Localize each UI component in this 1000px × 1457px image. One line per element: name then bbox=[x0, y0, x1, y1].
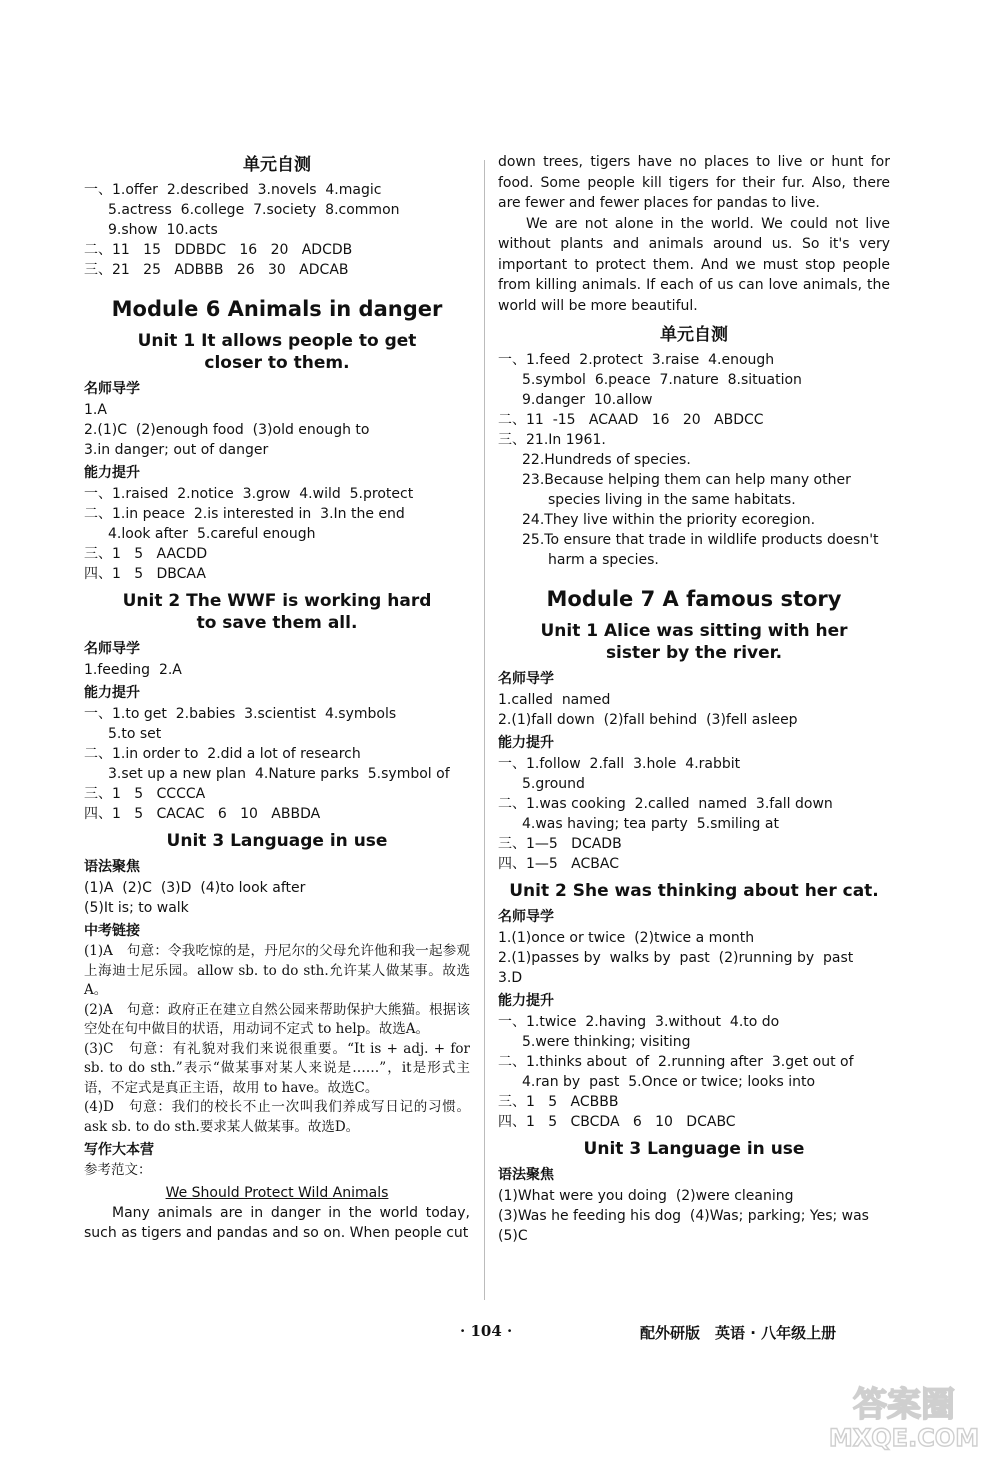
section-label: 名师导学 bbox=[498, 909, 554, 925]
module-7-title: Module 7 A famous story bbox=[546, 587, 842, 611]
answer-line: 9.show 10.acts bbox=[108, 222, 218, 238]
answer-line: 四、1 5 DBCAA bbox=[84, 566, 206, 582]
answer-line: 9.danger 10.allow bbox=[522, 392, 653, 408]
answer-line: 二、11 15 DDBDC 16 20 ADCDB bbox=[84, 242, 353, 258]
answer-line: 三、21 25 ADBBB 26 30 ADCAB bbox=[84, 262, 349, 278]
answer-line: 二、1.in order to 2.did a lot of research bbox=[84, 746, 361, 762]
unit-self-test-title: 单元自测 bbox=[660, 325, 728, 345]
section-label: 名师导学 bbox=[84, 381, 140, 397]
essay-paragraph: down trees, tigers have no places to live or hunt for food. Some people kill tigers for their fur. Also, there are fewer and fewer places for pandas to live. bbox=[498, 154, 890, 211]
section-label: 能力提升 bbox=[498, 993, 554, 1009]
answer-line: 三、1 5 AACDD bbox=[84, 546, 208, 562]
answer-line: 5.actress 6.college 7.society 8.common bbox=[108, 202, 400, 218]
answer-line: 三、1 5 ACBBB bbox=[498, 1094, 619, 1110]
answer-line: 3.in danger; out of danger bbox=[84, 442, 269, 458]
unit-3-title: Unit 3 Language in use bbox=[166, 831, 388, 851]
unit-3-title: Unit 3 Language in use bbox=[583, 1139, 805, 1159]
column-divider bbox=[484, 160, 485, 1300]
watermark-logo bbox=[818, 1380, 990, 1452]
watermark-logo-graphic bbox=[818, 1380, 990, 1452]
answer-line: 5.to set bbox=[108, 726, 162, 742]
unit-2-title: Unit 2 The WWF is working hard to save them all. bbox=[122, 591, 432, 633]
answer-line: (1)What were you doing (2)were cleaning bbox=[498, 1188, 794, 1204]
explanation-paragraph: (4)D 句意：我们的校长不止一次叫我们养成写日记的习惯。ask sb. to do sth.要求某人做某事。故选D。 bbox=[84, 1099, 470, 1135]
answer-line: 22.Hundreds of species. bbox=[522, 452, 691, 468]
answer-line: 三、21.In 1961. bbox=[498, 432, 606, 448]
answer-line: 4.was having; tea party 5.smiling at bbox=[522, 816, 779, 832]
answer-line: 25.To ensure that trade in wildlife products doesn't harm a species. bbox=[522, 532, 879, 568]
section-label: 写作大本营 bbox=[84, 1142, 154, 1158]
answer-line: (3)Was he feeding his dog (4)Was; parking; Yes; was bbox=[498, 1208, 869, 1224]
answer-line: 1.(1)once or twice (2)twice a month bbox=[498, 930, 755, 946]
answer-line: 3.set up a new plan 4.Nature parks 5.symbol of bbox=[108, 766, 450, 782]
answer-line: 5.symbol 6.peace 7.nature 8.situation bbox=[522, 372, 802, 388]
answer-line: 5.ground bbox=[522, 776, 585, 792]
answer-line: (5)C bbox=[498, 1228, 528, 1244]
explanation-paragraph: (2)A 句意：政府正在建立自然公园来帮助保护大熊猫。根据该空处在句中做目的状语，用动词不定式 to help。故选A。 bbox=[84, 1001, 470, 1037]
answer-line: 一、1.follow 2.fall 3.hole 4.rabbit bbox=[498, 756, 741, 772]
section-label: 中考链接 bbox=[84, 923, 140, 939]
edition-label: 配外研版 英语 · 八年级上册 bbox=[640, 1324, 837, 1342]
unit-2-title: Unit 2 She was thinking about her cat. bbox=[509, 881, 879, 901]
answer-line: 一、1.offer 2.described 3.novels 4.magic bbox=[84, 182, 382, 198]
section-label: 能力提升 bbox=[498, 735, 554, 751]
explanation-paragraph: (3)C 句意：有礼貌对我们来说很重要。“It is + adj. + for sb. to do sth.”表示“做某事对某人来说是……”，it是形式主语，不定式是真正主语，故用 to have。故选C。 bbox=[84, 1040, 470, 1096]
answer-line: 4.look after 5.careful enough bbox=[108, 526, 316, 542]
explanation-paragraph: (1)A 句意：令我吃惊的是，丹尼尔的父母允许他和我一起参观上海迪士尼乐园。allow sb. to do sth.允许某人做某事。故选A。 bbox=[84, 943, 470, 998]
answer-line: 4.ran by past 5.Once or twice; looks into bbox=[522, 1074, 816, 1090]
unit-1-title: Unit 1 It allows people to get closer to them. bbox=[137, 331, 417, 373]
answer-line: 1.feeding 2.A bbox=[84, 662, 182, 678]
answer-line: 二、1.was cooking 2.called named 3.fall down bbox=[498, 796, 833, 812]
section-label: 名师导学 bbox=[84, 641, 140, 657]
watermark-text-cn: 答案圈 bbox=[853, 1385, 955, 1425]
section-label: 能力提升 bbox=[84, 465, 140, 481]
section-label: 能力提升 bbox=[84, 685, 140, 701]
answer-line: 一、1.feed 2.protect 3.raise 4.enough bbox=[498, 352, 775, 368]
answer-line: 一、1.twice 2.having 3.without 4.to do bbox=[498, 1014, 780, 1030]
answer-line: 5.were thinking; visiting bbox=[522, 1034, 691, 1050]
unit-self-test-title: 单元自测 bbox=[243, 155, 311, 175]
answer-line: 一、1.raised 2.notice 3.grow 4.wild 5.protect bbox=[84, 486, 414, 502]
answer-line: 四、1 5 CBCDA 6 10 DCABC bbox=[498, 1114, 736, 1130]
essay-paragraph: Many animals are in danger in the world today, such as tigers and pandas and so on. When people cut bbox=[84, 1204, 470, 1241]
answer-line: 四、1 5 CACAC 6 10 ABBDA bbox=[84, 806, 321, 822]
answer-line: 2.(1)passes by walks by past (2)running by past bbox=[498, 950, 854, 966]
unit-1-title: Unit 1 Alice was sitting with her sister by the river. bbox=[540, 621, 848, 663]
module-6-title: Module 6 Animals in danger bbox=[111, 297, 443, 321]
answer-line: (1)A (2)C (3)D (4)to look after bbox=[84, 880, 306, 896]
answer-line: 一、1.to get 2.babies 3.scientist 4.symbols bbox=[84, 706, 397, 722]
answer-line: 二、1.thinks about of 2.running after 3.get out of bbox=[498, 1054, 854, 1070]
answer-line: 23.Because helping them can help many other species living in the same habitats. bbox=[522, 472, 851, 508]
answer-line: 1.A bbox=[84, 402, 107, 418]
answer-line: 3.D bbox=[498, 970, 523, 986]
right-column bbox=[498, 152, 890, 1246]
answer-line: 四、1—5 ACBAC bbox=[498, 856, 619, 872]
answer-line: 二、11 -15 ACAAD 16 20 ABDCC bbox=[498, 412, 764, 428]
sample-label: 参考范文： bbox=[84, 1162, 152, 1178]
section-label: 名师导学 bbox=[498, 671, 554, 687]
essay-title: We Should Protect Wild Animals bbox=[165, 1184, 389, 1201]
answer-line: 三、1 5 CCCCA bbox=[84, 786, 206, 802]
essay-paragraph: We are not alone in the world. We could not live without plants and animals around us. So it's very important to protect them. And we must stop people from killing animals. If each of us can love animals, the world will be more beautiful. bbox=[498, 215, 890, 314]
answer-line: 24.They live within the priority ecoregion. bbox=[522, 512, 816, 528]
section-label: 语法聚焦 bbox=[498, 1167, 554, 1183]
answer-line: 1.called named bbox=[498, 692, 611, 708]
section-label: 语法聚焦 bbox=[84, 859, 140, 875]
answer-line: 三、1—5 DCADB bbox=[498, 836, 622, 852]
page-footer bbox=[0, 1322, 1000, 1352]
watermark-text-url: MXQE.COM bbox=[828, 1424, 980, 1452]
answer-line: 2.(1)C (2)enough food (3)old enough to bbox=[84, 422, 370, 438]
page-number: · 104 · bbox=[460, 1322, 513, 1340]
answer-line: (5)It is; to walk bbox=[84, 900, 189, 916]
answer-line: 二、1.in peace 2.is interested in 3.In the end bbox=[84, 506, 405, 522]
left-column bbox=[84, 152, 470, 1244]
answer-line: 2.(1)fall down (2)fall behind (3)fell asleep bbox=[498, 712, 798, 728]
